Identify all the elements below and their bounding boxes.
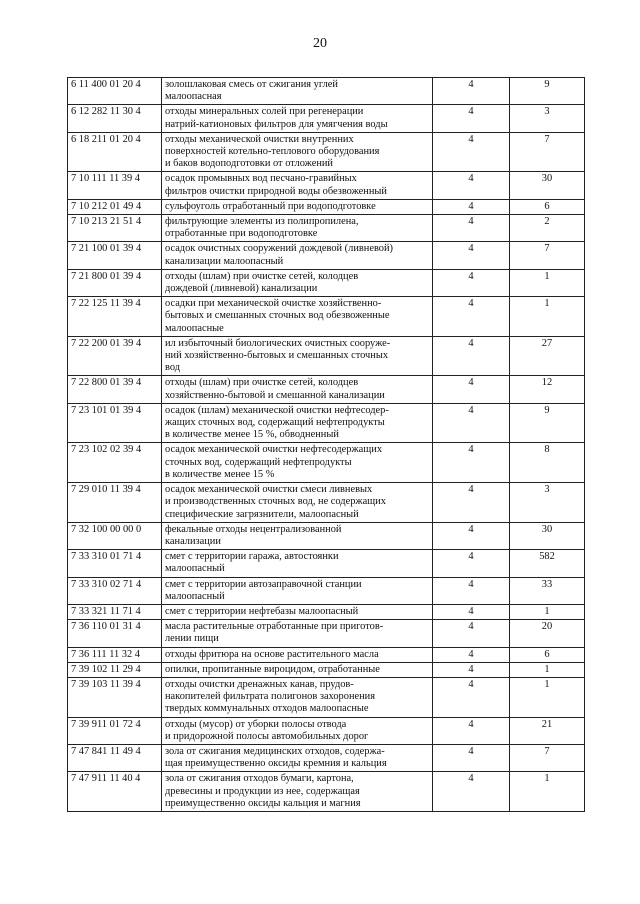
waste-code-cell: 6 18 211 01 20 4 — [68, 132, 162, 172]
hazard-class-cell: 4 — [433, 376, 510, 403]
waste-name-line: фильтров очистки природной воды обезвоженный — [165, 185, 387, 197]
hazard-class-cell: 4 — [433, 604, 510, 619]
waste-name-line: поверхностей котельно-теплового оборудования — [165, 146, 380, 158]
hazard-class-cell: 4 — [433, 483, 510, 523]
amount-cell: 9 — [510, 403, 585, 443]
table-row — [68, 215, 585, 242]
hazard-class-cell: 4 — [433, 620, 510, 647]
hazard-class-cell: 4 — [433, 199, 510, 214]
waste-name-cell — [162, 172, 433, 199]
waste-name-line: сточных вод, содержащий нефтепродукты — [165, 456, 352, 468]
waste-name-line: зола от сжигания отходов бумаги, картона, — [165, 773, 354, 785]
waste-table-body — [68, 78, 585, 812]
waste-name-line: осадок очистных сооружений дождевой (ливневой) — [165, 243, 394, 255]
hazard-class-cell: 4 — [433, 677, 510, 717]
waste-code-cell: 7 36 111 11 32 4 — [68, 647, 162, 662]
waste-name-line: накопителей фильтрата полигонов захоронения — [165, 691, 376, 703]
amount-cell: 1 — [510, 269, 585, 296]
waste-name-line: специфические загрязнители, малоопасный — [165, 508, 359, 520]
waste-name-line: жащих сточных вод, содержащий нефтепродукты — [165, 417, 385, 429]
waste-name-line: отходы фритюра на основе растительного масла — [165, 648, 379, 660]
hazard-class-cell: 4 — [433, 172, 510, 199]
waste-name-line: смет с территории нефтебазы малоопасный — [165, 605, 359, 617]
page-number: 20 — [313, 36, 327, 51]
table-row — [68, 772, 585, 812]
waste-name-cell — [162, 662, 433, 677]
waste-code-cell: 7 47 841 11 49 4 — [68, 744, 162, 771]
amount-cell: 27 — [510, 336, 585, 376]
amount-cell: 7 — [510, 242, 585, 269]
waste-name-cell — [162, 105, 433, 132]
waste-name-line: вод — [165, 362, 181, 374]
table-row — [68, 744, 585, 771]
hazard-class-cell: 4 — [433, 242, 510, 269]
amount-cell: 6 — [510, 647, 585, 662]
table-row — [68, 336, 585, 376]
amount-cell: 1 — [510, 604, 585, 619]
waste-name-line: и производственных сточных вод, не содержащих — [165, 496, 386, 508]
amount-cell: 2 — [510, 215, 585, 242]
hazard-class-cell: 4 — [433, 577, 510, 604]
waste-name-cell — [162, 78, 433, 105]
waste-code-cell: 7 39 102 11 29 4 — [68, 662, 162, 677]
waste-name-cell — [162, 132, 433, 172]
waste-name-line: отходы (мусор) от уборки полосы отвода — [165, 718, 347, 730]
waste-name-cell — [162, 269, 433, 296]
waste-name-line: осадок промывных вод песчано-гравийных — [165, 173, 357, 185]
waste-name-cell — [162, 604, 433, 619]
amount-cell: 1 — [510, 677, 585, 717]
waste-name-line: щая преимущественно оксиды кремния и кальция — [165, 758, 387, 770]
waste-code-cell: 7 29 010 11 39 4 — [68, 483, 162, 523]
waste-name-line: бытовых и смешанных сточных вод обезвоженные — [165, 310, 390, 322]
waste-code-cell: 7 39 103 11 39 4 — [68, 677, 162, 717]
waste-code-cell: 7 33 310 01 71 4 — [68, 550, 162, 577]
hazard-class-cell: 4 — [433, 78, 510, 105]
table-row — [68, 78, 585, 105]
waste-name-cell — [162, 550, 433, 577]
waste-name-line: хозяйственно-бытовой и смешанной канализации — [165, 389, 385, 401]
amount-cell: 1 — [510, 662, 585, 677]
waste-code-cell: 7 36 110 01 31 4 — [68, 620, 162, 647]
waste-name-line: дождевой (ливневой) канализации — [165, 283, 318, 295]
amount-cell: 33 — [510, 577, 585, 604]
hazard-class-cell: 4 — [433, 550, 510, 577]
amount-cell: 12 — [510, 376, 585, 403]
amount-cell: 582 — [510, 550, 585, 577]
table-row — [68, 717, 585, 744]
waste-name-line: лении пищи — [165, 633, 219, 645]
amount-cell: 1 — [510, 297, 585, 337]
waste-name-cell — [162, 199, 433, 214]
waste-name-line: ний хозяйственно-бытовых и смешанных сточных — [165, 350, 389, 362]
table-row — [68, 522, 585, 549]
waste-name-line: фильтрующие элементы из полипропилена, — [165, 216, 359, 228]
waste-code-cell: 7 33 310 02 71 4 — [68, 577, 162, 604]
table-row — [68, 199, 585, 214]
amount-cell: 20 — [510, 620, 585, 647]
waste-code-cell: 7 21 800 01 39 4 — [68, 269, 162, 296]
waste-name-line: смет с территории автозаправочной станции — [165, 578, 362, 590]
hazard-class-cell: 4 — [433, 744, 510, 771]
waste-name-line: золошлаковая смесь от сжигания углей — [165, 79, 338, 90]
amount-cell: 3 — [510, 483, 585, 523]
hazard-class-cell: 4 — [433, 215, 510, 242]
table-row — [68, 297, 585, 337]
hazard-class-cell: 4 — [433, 269, 510, 296]
waste-name-line: в количестве менее 15 %, обводненный — [165, 429, 339, 441]
hazard-class-cell: 4 — [433, 297, 510, 337]
waste-code-cell: 7 23 101 01 39 4 — [68, 403, 162, 443]
waste-name-line: осадок (шлам) механической очистки нефтесодер- — [165, 404, 389, 416]
table-row — [68, 403, 585, 443]
waste-name-line: канализации малоопасный — [165, 255, 284, 267]
waste-name-line: осадок механической очистки нефтесодержащих — [165, 444, 383, 456]
waste-name-cell — [162, 215, 433, 242]
amount-cell: 9 — [510, 78, 585, 105]
table-row — [68, 269, 585, 296]
table-row — [68, 647, 585, 662]
waste-name-line: малоопасный — [165, 563, 225, 575]
table-row — [68, 620, 585, 647]
waste-name-cell — [162, 620, 433, 647]
waste-name-line: сульфоуголь отработанный при водоподготовке — [165, 200, 376, 212]
waste-code-cell: 7 10 111 11 39 4 — [68, 172, 162, 199]
waste-name-line: отработанные при водоподготовке — [165, 228, 318, 240]
waste-name-line: отходы (шлам) при очистке сетей, колодцев — [165, 270, 359, 282]
table-row — [68, 242, 585, 269]
waste-name-cell — [162, 336, 433, 376]
waste-code-cell: 7 23 102 02 39 4 — [68, 443, 162, 483]
waste-name-cell — [162, 376, 433, 403]
waste-code-cell: 7 47 911 11 40 4 — [68, 772, 162, 812]
waste-code-cell: 7 33 321 11 71 4 — [68, 604, 162, 619]
waste-name-line: отходы механической очистки внутренних — [165, 133, 354, 145]
waste-code-cell: 6 11 400 01 20 4 — [68, 78, 162, 105]
waste-name-cell — [162, 744, 433, 771]
amount-cell: 7 — [510, 132, 585, 172]
waste-name-line: натрий-катионовых фильтров для умягчения воды — [165, 118, 388, 130]
waste-name-line: смет с территории гаража, автостоянки — [165, 551, 339, 563]
waste-code-cell: 7 22 800 01 39 4 — [68, 376, 162, 403]
amount-cell: 1 — [510, 772, 585, 812]
waste-name-line: и баков водоподготовки от отложений — [165, 158, 333, 170]
waste-code-cell: 7 21 100 01 39 4 — [68, 242, 162, 269]
waste-name-line: отходы (шлам) при очистке сетей, колодцев — [165, 377, 359, 389]
waste-name-cell — [162, 443, 433, 483]
hazard-class-cell: 4 — [433, 403, 510, 443]
hazard-class-cell: 4 — [433, 132, 510, 172]
table-row — [68, 172, 585, 199]
amount-cell: 6 — [510, 199, 585, 214]
waste-code-cell: 7 39 911 01 72 4 — [68, 717, 162, 744]
waste-name-line: канализации — [165, 535, 221, 547]
waste-code-cell: 7 22 200 01 39 4 — [68, 336, 162, 376]
table-row — [68, 604, 585, 619]
waste-name-cell — [162, 717, 433, 744]
table-row — [68, 443, 585, 483]
waste-name-line: зола от сжигания медицинских отходов, содержа- — [165, 745, 385, 757]
waste-name-line: малоопасные — [165, 322, 224, 334]
waste-name-cell — [162, 677, 433, 717]
hazard-class-cell: 4 — [433, 772, 510, 812]
hazard-class-cell: 4 — [433, 662, 510, 677]
waste-name-line: малоопасная — [165, 91, 222, 103]
waste-name-line: опилки, пропитанные вироцидом, отработанные — [165, 663, 380, 675]
waste-name-line: осадки при механической очистке хозяйственно- — [165, 298, 382, 310]
waste-name-cell — [162, 297, 433, 337]
waste-name-line: отходы очистки дренажных канав, прудов- — [165, 678, 354, 690]
table-row — [68, 550, 585, 577]
hazard-class-cell: 4 — [433, 522, 510, 549]
table-row — [68, 662, 585, 677]
waste-name-line: отходы минеральных солей при регенерации — [165, 106, 364, 118]
table-row — [68, 105, 585, 132]
waste-name-cell — [162, 403, 433, 443]
waste-name-line: ил избыточный биологических очистных сооруже- — [165, 337, 391, 349]
waste-name-line: твердых коммунальных отходов малоопасные — [165, 703, 369, 715]
waste-code-cell: 6 12 282 11 30 4 — [68, 105, 162, 132]
amount-cell: 8 — [510, 443, 585, 483]
amount-cell: 30 — [510, 172, 585, 199]
waste-name-line: фекальные отходы нецентрализованной — [165, 523, 342, 535]
hazard-class-cell: 4 — [433, 717, 510, 744]
waste-name-line: малоопасный — [165, 590, 225, 602]
waste-name-line: масла растительные отработанные при приготов- — [165, 621, 384, 633]
waste-name-line: и придорожной полосы автомобильных дорог — [165, 730, 369, 742]
amount-cell: 7 — [510, 744, 585, 771]
waste-name-line: осадок механической очистки смеси ливневых — [165, 484, 373, 496]
waste-name-cell — [162, 772, 433, 812]
hazard-class-cell: 4 — [433, 336, 510, 376]
waste-name-line: в количестве менее 15 % — [165, 468, 275, 480]
waste-name-cell — [162, 577, 433, 604]
amount-cell: 3 — [510, 105, 585, 132]
hazard-class-cell: 4 — [433, 443, 510, 483]
hazard-class-cell: 4 — [433, 647, 510, 662]
waste-name-cell — [162, 522, 433, 549]
table-row — [68, 376, 585, 403]
waste-name-line: преимущественно оксиды кальция и магния — [165, 797, 361, 809]
hazard-class-cell: 4 — [433, 105, 510, 132]
waste-name-cell — [162, 483, 433, 523]
waste-code-cell: 7 10 213 21 51 4 — [68, 215, 162, 242]
table-row — [68, 132, 585, 172]
waste-name-cell — [162, 647, 433, 662]
waste-name-cell — [162, 242, 433, 269]
waste-code-cell: 7 22 125 11 39 4 — [68, 297, 162, 337]
table-row — [68, 677, 585, 717]
amount-cell: 30 — [510, 522, 585, 549]
amount-cell: 21 — [510, 717, 585, 744]
table-row — [68, 483, 585, 523]
table-row — [68, 577, 585, 604]
waste-code-cell: 7 32 100 00 00 0 — [68, 522, 162, 549]
waste-code-cell: 7 10 212 01 49 4 — [68, 199, 162, 214]
waste-name-line: древесины и продукции из нее, содержащая — [165, 785, 360, 797]
waste-table — [67, 77, 585, 812]
